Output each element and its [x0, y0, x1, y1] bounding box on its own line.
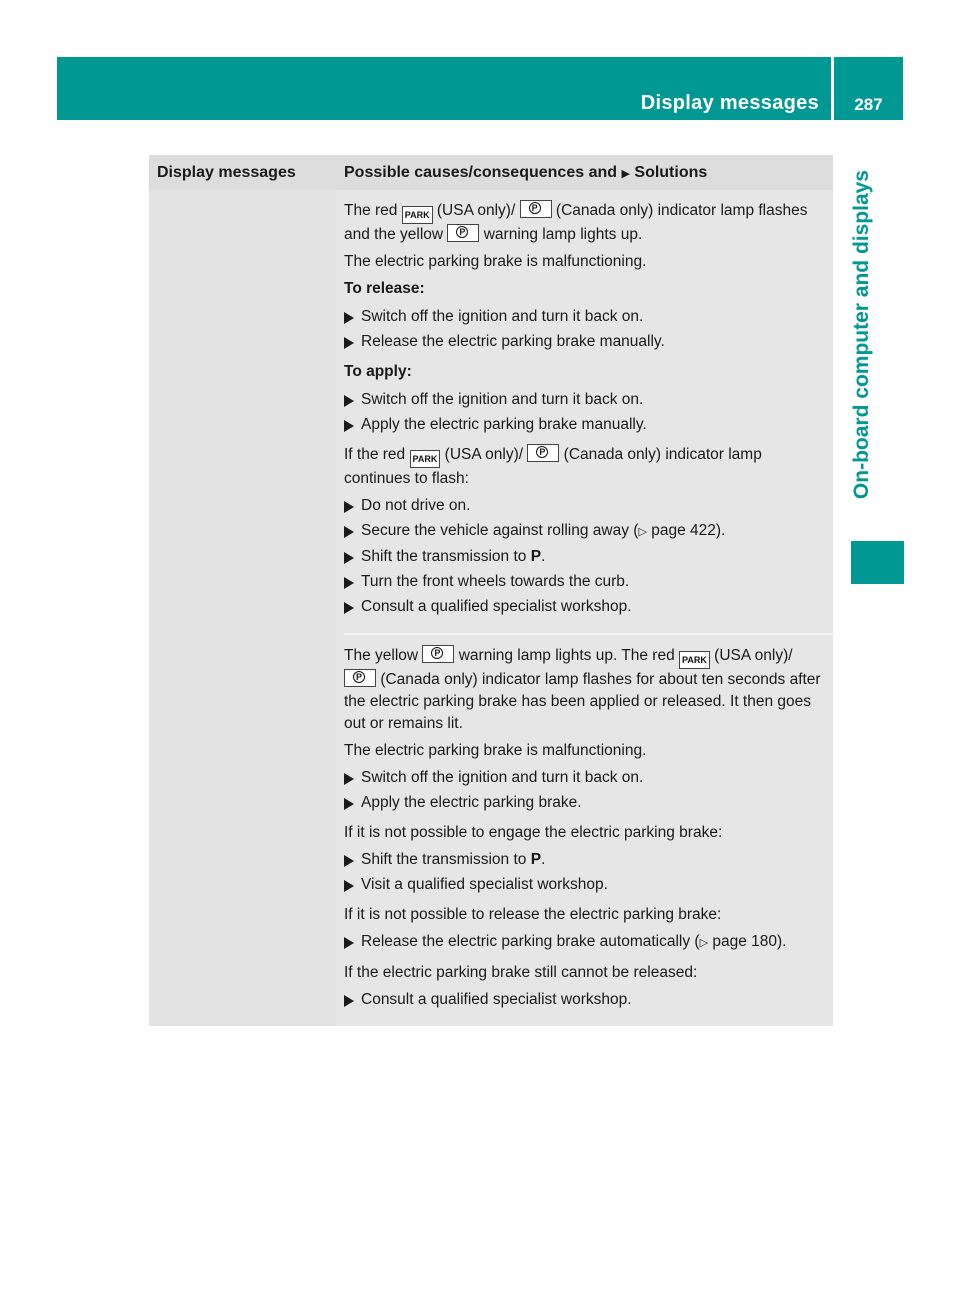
step-text: Release the electric parking brake manually.: [361, 333, 665, 350]
step-text: Consult a qualified specialist workshop.: [361, 991, 632, 1008]
text: (Canada only) indicator lamp flashes and the yellow: [344, 202, 808, 243]
page-ref-arrow-icon: ▷: [638, 526, 647, 538]
paragraph: [344, 200, 823, 246]
side-tab: [845, 170, 878, 530]
step-text: Visit a qualified specialist workshop.: [361, 876, 608, 893]
step-text: Shift the transmission to: [361, 548, 527, 565]
step-text: Switch off the ignition and turn it back on.: [361, 308, 644, 325]
text: warning lamp lights up. The red: [458, 647, 675, 664]
step-arrow-icon: [344, 312, 354, 324]
page-title: Display messages: [640, 92, 819, 114]
step-arrow-icon: [344, 995, 354, 1007]
list-item: [344, 414, 823, 436]
step-arrow-icon: [344, 420, 354, 432]
page-number: 287: [854, 95, 883, 114]
step-arrow-icon: [344, 526, 354, 538]
p-circle-lamp-icon: [447, 224, 479, 242]
col-header-causes-text: Possible causes/consequences and: [344, 164, 618, 181]
list-item: [344, 596, 823, 618]
step-text: .: [541, 548, 546, 565]
list-item: [344, 874, 823, 896]
step-arrow-icon: [344, 577, 354, 589]
paragraph: [344, 645, 823, 735]
text: (USA only)/: [444, 446, 524, 463]
list-item: [344, 546, 823, 568]
arrow-right-icon: ▶: [621, 168, 630, 180]
step-arrow-icon: [344, 337, 354, 349]
step-text: Do not drive on.: [361, 497, 471, 514]
text: The red: [344, 202, 398, 219]
park-icon: PARK: [402, 206, 433, 224]
table-row: [344, 633, 833, 1026]
step-text: Apply the electric parking brake.: [361, 794, 582, 811]
paragraph: If it is not possible to release the electric parking brake:: [344, 906, 722, 923]
step-text: Apply the electric parking brake manually.: [361, 416, 647, 433]
display-messages-table: [149, 155, 833, 1026]
release-heading: To release:: [344, 280, 425, 297]
step-arrow-icon: [344, 880, 354, 892]
list-item: [344, 931, 823, 954]
paragraph: The electric parking brake is malfunctioning.: [344, 742, 647, 759]
text: (USA only)/: [714, 647, 793, 664]
text: (Canada only) indicator lamp continues to flash:: [344, 446, 762, 487]
text: warning lamp lights up.: [483, 226, 643, 243]
step-text: .: [541, 851, 546, 868]
paragraph: If it is not possible to engage the electric parking brake:: [344, 824, 723, 841]
step-text: Turn the front wheels towards the curb.: [361, 573, 630, 590]
side-tab-marker: [851, 541, 904, 584]
gear-position: P: [530, 548, 542, 565]
page-ref-arrow-icon: ▷: [699, 937, 709, 949]
p-circle-lamp-icon: [422, 645, 454, 663]
apply-heading: To apply:: [344, 363, 412, 380]
p-circle-lamp-icon: [527, 444, 559, 462]
p-circle-lamp-icon: [344, 669, 376, 687]
list-item: [344, 495, 823, 517]
step-text: Consult a qualified specialist workshop.: [361, 598, 632, 615]
paragraph: [344, 444, 823, 490]
list-item: [344, 389, 823, 411]
step-text: Secure the vehicle against rolling away (: [361, 522, 639, 539]
step-arrow-icon: [344, 501, 354, 513]
display-message-cell: [149, 190, 336, 1026]
col-header-solutions-text: Solutions: [634, 164, 708, 181]
text: (USA only)/: [436, 202, 516, 219]
step-arrow-icon: [344, 395, 354, 407]
list-item: [344, 571, 823, 593]
header-bar: [57, 57, 903, 120]
table-header: [149, 155, 833, 190]
table-body: [149, 190, 833, 1026]
list-item: [344, 792, 823, 814]
park-icon: PARK: [410, 450, 441, 468]
step-arrow-icon: [344, 773, 354, 785]
col-header-display-messages: Display messages: [157, 164, 296, 181]
step-text: Switch off the ignition and turn it back on.: [361, 391, 644, 408]
list-item: [344, 331, 823, 353]
paragraph: If the electric parking brake still cannot be released:: [344, 964, 698, 981]
step-text: Release the electric parking brake automatically (: [361, 933, 700, 950]
list-item: [344, 520, 823, 543]
step-arrow-icon: [344, 798, 354, 810]
page-reference-link[interactable]: page 422: [651, 522, 716, 539]
step-text: ).: [715, 522, 726, 539]
list-item: [344, 767, 823, 789]
step-text: ).: [777, 933, 787, 950]
paragraph: The electric parking brake is malfunctioning.: [344, 253, 647, 270]
step-arrow-icon: [344, 602, 354, 614]
page-reference-link[interactable]: page 180: [712, 933, 778, 950]
step-arrow-icon: [344, 855, 354, 867]
col-header-causes: [344, 164, 707, 182]
step-arrow-icon: [344, 552, 354, 564]
side-tab-label: On-board computer and displays: [850, 170, 873, 500]
text: (Canada only) indicator lamp flashes for about ten seconds after the electric parking brake has been applied or released. It then goes out or remains lit.: [344, 671, 821, 732]
park-icon: PARK: [679, 651, 710, 669]
step-text: Switch off the ignition and turn it back on.: [361, 769, 644, 786]
list-item: [344, 989, 823, 1011]
text: The yellow: [344, 647, 419, 664]
gear-position: P: [530, 851, 542, 868]
p-circle-lamp-icon: [520, 200, 552, 218]
list-item: [344, 306, 823, 328]
table-row: [344, 190, 833, 633]
list-item: [344, 849, 823, 871]
step-arrow-icon: [344, 937, 354, 949]
text: If the red: [344, 446, 406, 463]
step-text: Shift the transmission to: [361, 851, 527, 868]
